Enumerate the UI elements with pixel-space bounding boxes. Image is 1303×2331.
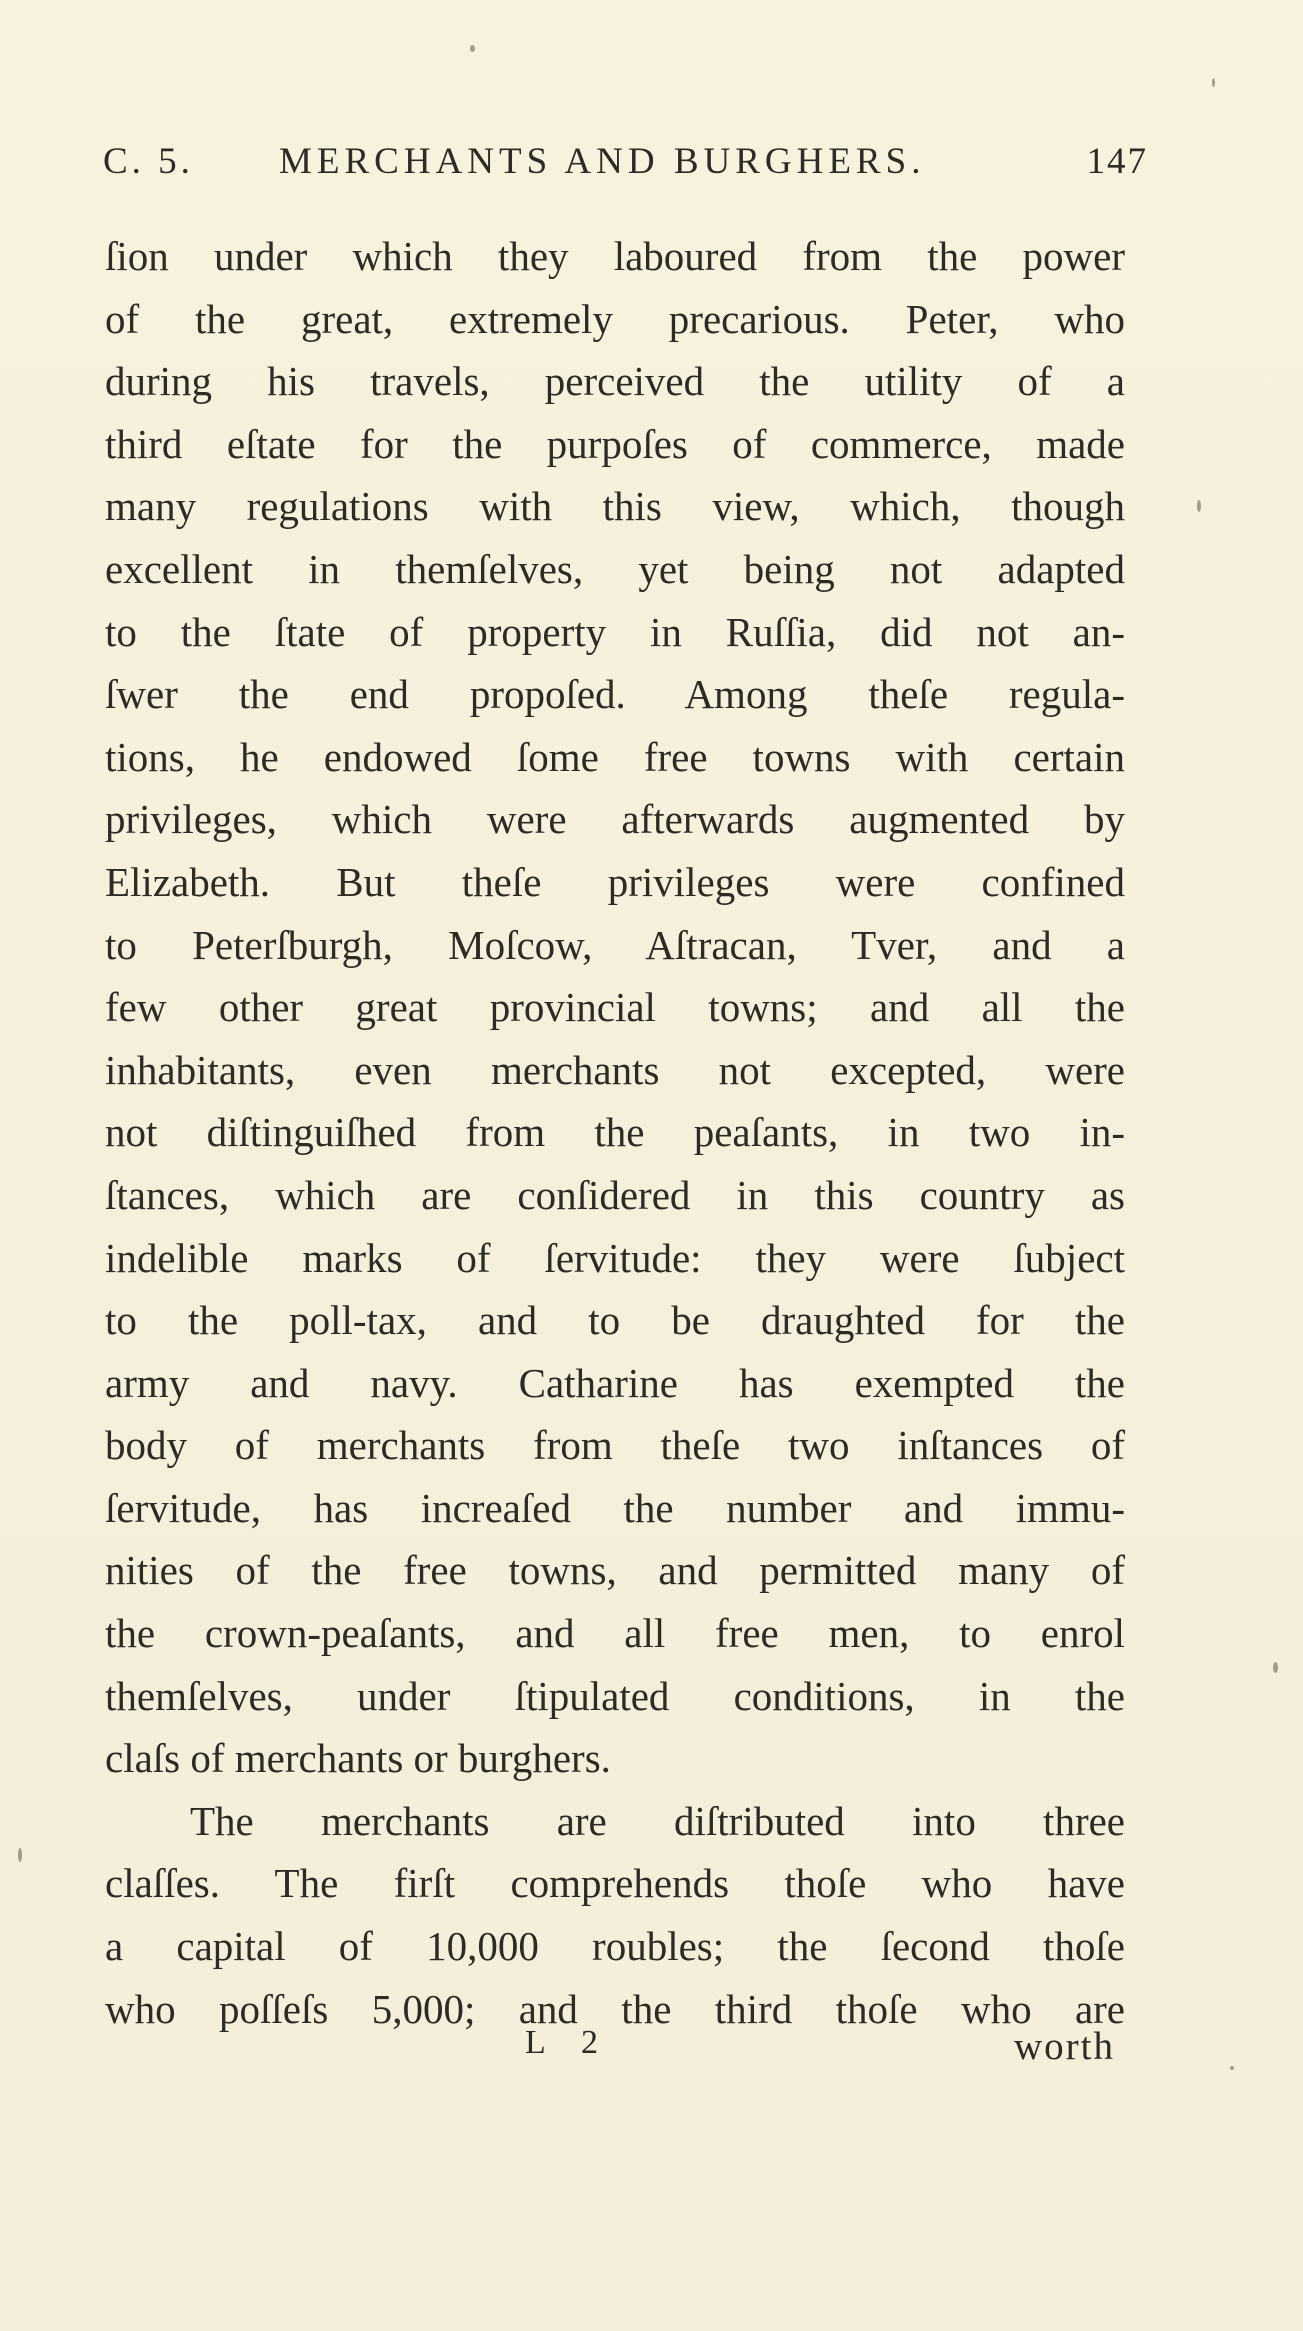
text-line: indelible marks of ſervitude: they were ſubject bbox=[105, 1234, 1125, 1281]
text-line: ſion under which they laboured from the power bbox=[105, 233, 1125, 279]
text-line: excellent in themſelves, yet being not adapted bbox=[105, 545, 1125, 592]
ink-speck bbox=[1212, 78, 1215, 87]
body-text bbox=[105, 225, 1125, 2040]
chapter-marker: C. 5. bbox=[103, 141, 194, 182]
ink-speck bbox=[1273, 1662, 1278, 1673]
text-line: to Peterſburgh, Moſcow, Aſtracan, Tver, and a bbox=[105, 921, 1125, 968]
text-line: army and navy. Catharine has exempted the bbox=[105, 1359, 1125, 1406]
running-header bbox=[103, 140, 1148, 200]
text-line: inhabitants, even merchants not excepted, were bbox=[105, 1046, 1125, 1093]
text-line: ſervitude, has increaſed the number and immu- bbox=[105, 1484, 1125, 1531]
text-line: the crown-peaſants, and all free men, to enrol bbox=[105, 1610, 1125, 1657]
text-line: not diſtinguiſhed from the peaſants, in two in- bbox=[105, 1109, 1125, 1156]
catchword: worth bbox=[1014, 2025, 1115, 2068]
text-line: claſs of merchants or burghers. bbox=[105, 1735, 611, 1782]
text-line: claſſes. The firſt comprehends thoſe who have bbox=[105, 1860, 1125, 1907]
running-title: MERCHANTS AND BURGHERS. bbox=[279, 141, 926, 182]
text-line: themſelves, under ſtipulated conditions, in the bbox=[105, 1672, 1125, 1719]
text-line: of the great, extremely precarious. Peter, who bbox=[105, 295, 1125, 342]
ink-speck bbox=[1197, 500, 1201, 512]
text-line: ſwer the end propoſed. Among theſe regula- bbox=[105, 671, 1125, 718]
text-line: nities of the free towns, and permitted many of bbox=[105, 1547, 1125, 1594]
text-line: Elizabeth. But theſe privileges were confined bbox=[105, 858, 1125, 905]
text-line: a capital of 10,000 roubles; the ſecond thoſe bbox=[105, 1923, 1125, 1970]
paragraph-start-line: The merchants are diſtributed into three bbox=[190, 1797, 1125, 1844]
signature-mark: L 2 bbox=[525, 2024, 613, 2061]
ink-speck bbox=[1230, 2066, 1234, 2070]
ink-speck bbox=[470, 45, 475, 52]
text-line: ſtances, which are conſidered in this country as bbox=[105, 1171, 1125, 1218]
text-line: who poſſeſs 5,000; and the third thoſe who are bbox=[105, 1985, 1125, 2032]
page-number: 147 bbox=[1086, 141, 1148, 182]
text-line: many regulations with this view, which, though bbox=[105, 483, 1125, 530]
text-line: to the ſtate of property in Ruſſia, did not an- bbox=[105, 608, 1125, 655]
text-line: during his travels, perceived the utility of a bbox=[105, 358, 1125, 405]
text-line: third eſtate for the purpoſes of commerce, made bbox=[105, 420, 1125, 467]
text-line: privileges, which were afterwards augmented by bbox=[105, 796, 1125, 843]
text-line: few other great provincial towns; and all the bbox=[105, 984, 1125, 1031]
page-footer bbox=[105, 2024, 1115, 2084]
text-line: to the poll-tax, and to be draughted for the bbox=[105, 1297, 1125, 1344]
text-line: body of merchants from theſe two inſtances of bbox=[105, 1422, 1125, 1469]
ink-speck bbox=[18, 1848, 22, 1862]
text-line: tions, he endowed ſome free towns with certain bbox=[105, 733, 1125, 780]
